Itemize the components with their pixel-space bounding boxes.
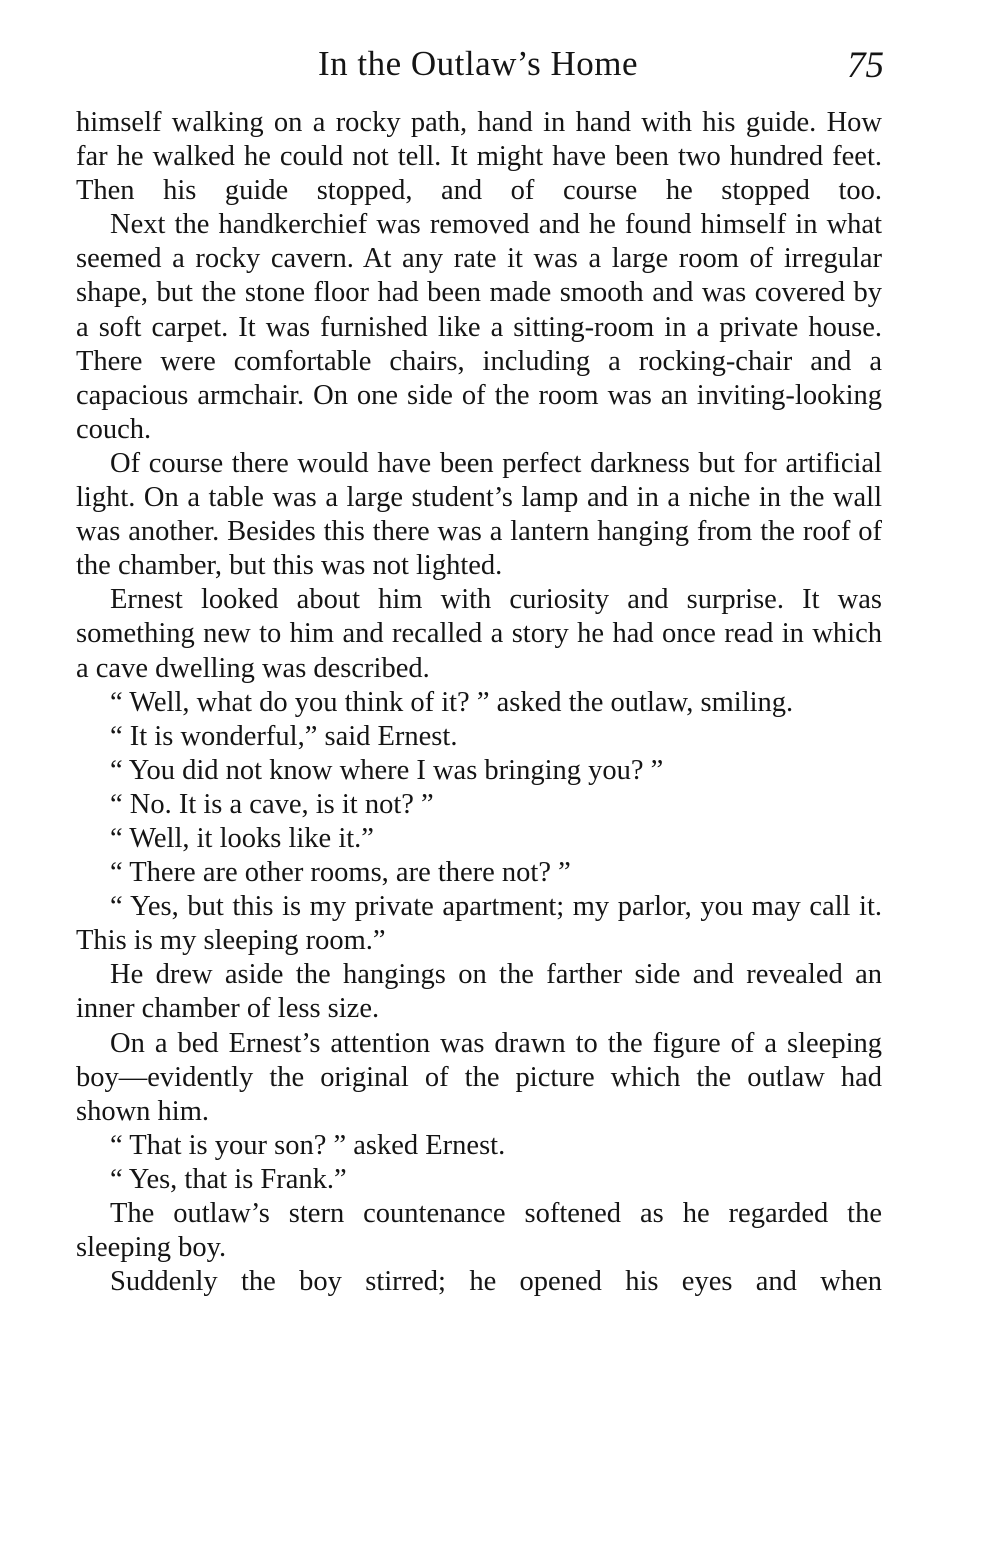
- paragraph: “ You did not know where I was bringing you? ”: [110, 754, 664, 786]
- paragraph: “ That is your son? ” asked Ernest.: [110, 1129, 506, 1161]
- running-head: [76, 38, 884, 90]
- page-number: 75: [847, 45, 884, 86]
- paragraph: “ Well, it looks like it.”: [110, 822, 374, 854]
- paragraph: Of course there would have been perfect darkness but for artificial light. On a table was a large student’s lamp and in a niche in the wall was another. Besides this there was a lantern hanging from the roof of the chamber, but this was not lighted.: [76, 447, 882, 582]
- paragraph: Suddenly the boy stirred; he opened his eyes and when: [110, 1266, 882, 1298]
- paragraph: “ No. It is a cave, is it not? ”: [110, 788, 434, 820]
- paragraph: “ Yes, but this is my private apartment; my parlor, you may call it. This is my sleeping room.”: [76, 891, 882, 957]
- paragraph: Ernest looked about him with curiosity and surprise. It was something new to him and recalled a story he had once read in which a cave dwelling was described.: [76, 584, 882, 684]
- paragraph: “ Well, what do you think of it? ” asked the outlaw, smiling.: [110, 686, 794, 718]
- paragraph: himself walking on a rocky path, hand in hand with his guide. How far he walked he could not tell. It might have been two hundred feet. Then his guide stopped, and of course he stopped too.: [76, 107, 882, 207]
- running-title: In the Outlaw’s Home: [317, 44, 639, 83]
- paragraph: “ There are other rooms, are there not? ”: [110, 857, 571, 889]
- paragraph: “ Yes, that is Frank.”: [110, 1163, 347, 1195]
- paragraph: The outlaw’s stern countenance softened as he regarded the sleeping boy.: [76, 1198, 882, 1264]
- body-text: [76, 106, 882, 1299]
- paragraph: “ It is wonderful,” said Ernest.: [110, 720, 458, 752]
- paragraph: He drew aside the hangings on the farther side and revealed an inner chamber of less size.: [76, 959, 882, 1025]
- paragraph: On a bed Ernest’s attention was drawn to the figure of a sleeping boy—evidently the original of the picture which the outlaw had shown him.: [76, 1027, 882, 1127]
- paragraph: Next the handkerchief was removed and he found himself in what seemed a rocky cavern. At any rate it was a large room of irregular shape, but the stone floor had been made smooth and was covered by a soft carpet. It was furnished like a sitting-room in a private house. There were comfortable chairs, including a rocking-chair and a capacious armchair. On one side of the room was an inviting-looking couch.: [76, 209, 882, 445]
